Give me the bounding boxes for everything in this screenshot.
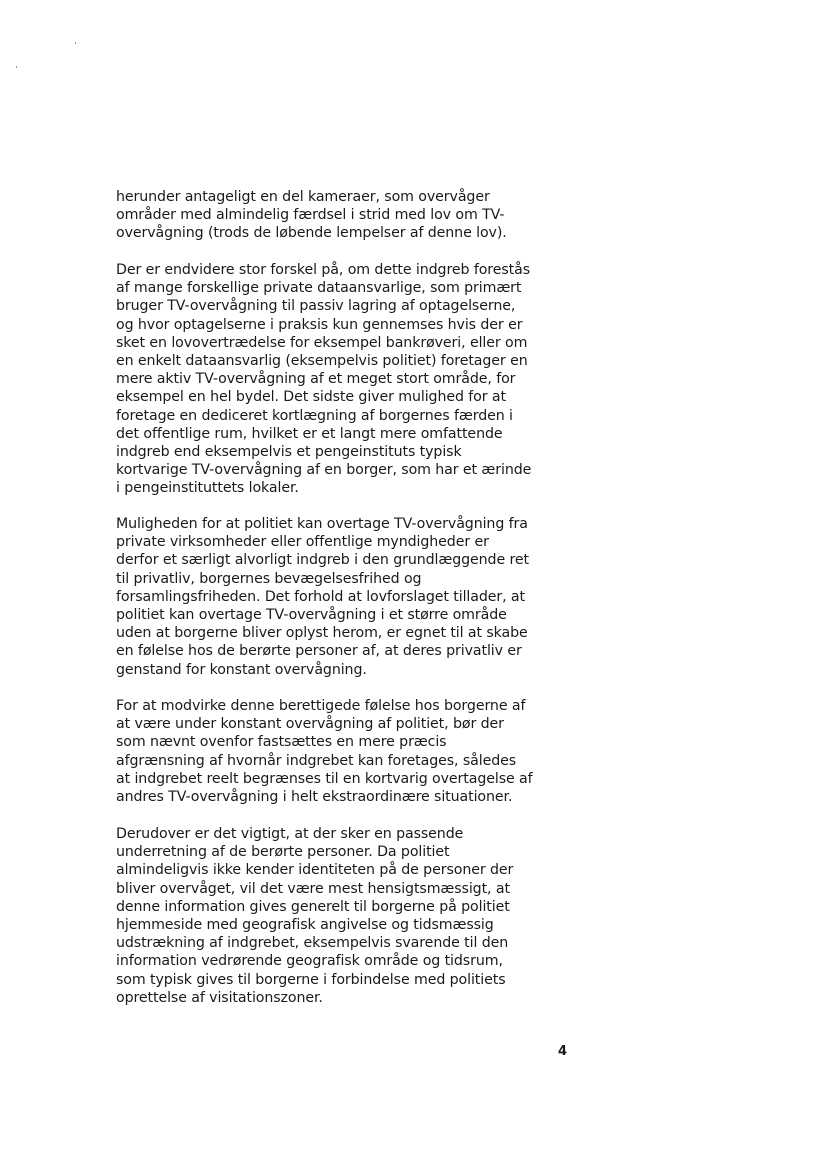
text-line: Muligheden for at politiet kan overtage TV-overvågning fra — [116, 516, 528, 532]
text-line: Derudover er det vigtigt, at der sker en passende — [116, 826, 464, 842]
text-line: sket en lovovertrædelse for eksempel bankrøveri, eller om — [116, 334, 528, 351]
text-line: For at modvirke denne berettigede følelse hos borgerne af — [116, 698, 526, 714]
page-number: 4 — [558, 1044, 568, 1059]
text-line: at være under konstant overvågning af politiet, bør der — [116, 716, 504, 733]
text-line: eksempel en hel bydel. Det sidste giver mulighed for at — [116, 389, 506, 406]
text-line: kortvarige TV-overvågning af en borger, som har et ærinde — [116, 462, 532, 479]
text-line: til privatliv, borgernes bevægelsesfrihed og — [116, 570, 422, 587]
paragraph-3 — [116, 515, 529, 679]
text-line: underretning af de berørte personer. Da politiet — [116, 844, 450, 861]
paragraph-2 — [116, 261, 531, 498]
text-line: af mange forskellige private dataansvarlige, som primært — [116, 280, 522, 297]
text-line: foretage en dediceret kortlægning af borgernes færden i — [116, 407, 513, 424]
text-line: denne information gives generelt til borgerne på politiet — [116, 898, 510, 915]
text-line: mere aktiv TV-overvågning af et meget stort område, for — [116, 371, 516, 388]
text-line: at indgrebet reelt begrænses til en kortvarig overtagelse af — [116, 770, 533, 787]
text-line: forsamlingsfriheden. Det forhold at lovforslaget tillader, at — [116, 588, 525, 605]
text-line: bliver overvåget, vil det være mest hensigtsmæssigt, at — [116, 880, 510, 897]
text-line: og hvor optagelserne i praksis kun gennemses hvis der er — [116, 316, 523, 333]
scan-speck — [16, 66, 17, 68]
text-line: indgreb end eksempelvis et pengeinstituts typisk — [116, 444, 462, 461]
text-line: uden at borgerne bliver oplyst herom, er egnet til at skabe — [116, 625, 528, 642]
text-line: i pengeinstituttets lokaler. — [116, 480, 299, 497]
text-line: som typisk gives til borgerne i forbindelse med politiets — [116, 971, 506, 988]
paragraph-1 — [116, 188, 507, 243]
text-line: almindeligvis ikke kender identiteten på de personer der — [116, 862, 514, 879]
text-line: oprettelse af visitationszoner. — [116, 989, 323, 1006]
text-line: andres TV-overvågning i helt ekstraordinære situationer. — [116, 789, 513, 806]
text-line: en enkelt dataansvarlig (eksempelvis politiet) foretager en — [116, 353, 528, 370]
text-line: hjemmeside med geografisk angivelse og tidsmæssig — [116, 917, 494, 934]
text-line: Der er endvidere stor forskel på, om dette indgreb forestås — [116, 262, 530, 278]
text-line: områder med almindelig færdsel i strid med lov om TV- — [116, 207, 505, 224]
text-line: overvågning (trods de løbende lempelser af denne lov). — [116, 225, 507, 242]
scan-speck — [75, 42, 76, 44]
text-line: det offentlige rum, hvilket er et langt mere omfattende — [116, 425, 503, 442]
text-line: politiet kan overtage TV-overvågning i et større område — [116, 607, 507, 624]
text-line: information vedrørende geografisk område og tidsrum, — [116, 953, 503, 970]
text-line: bruger TV-overvågning til passiv lagring af optagelserne, — [116, 298, 516, 315]
paragraph-4 — [116, 697, 533, 806]
text-line: en følelse hos de berørte personer af, at deres privatliv er — [116, 643, 522, 660]
text-line: som nævnt ovenfor fastsættes en mere præcis — [116, 734, 447, 751]
paragraph-5 — [116, 825, 513, 1007]
text-line: genstand for konstant overvågning. — [116, 661, 367, 678]
text-line: afgrænsning af hvornår indgrebet kan foretages, således — [116, 752, 517, 769]
text-line: derfor et særligt alvorligt indgreb i den grundlæggende ret — [116, 552, 529, 569]
text-line: private virksomheder eller offentlige myndigheder er — [116, 534, 489, 551]
text-line: udstrækning af indgrebet, eksempelvis svarende til den — [116, 935, 509, 952]
text-line: herunder antageligt en del kameraer, som overvåger — [116, 189, 490, 205]
